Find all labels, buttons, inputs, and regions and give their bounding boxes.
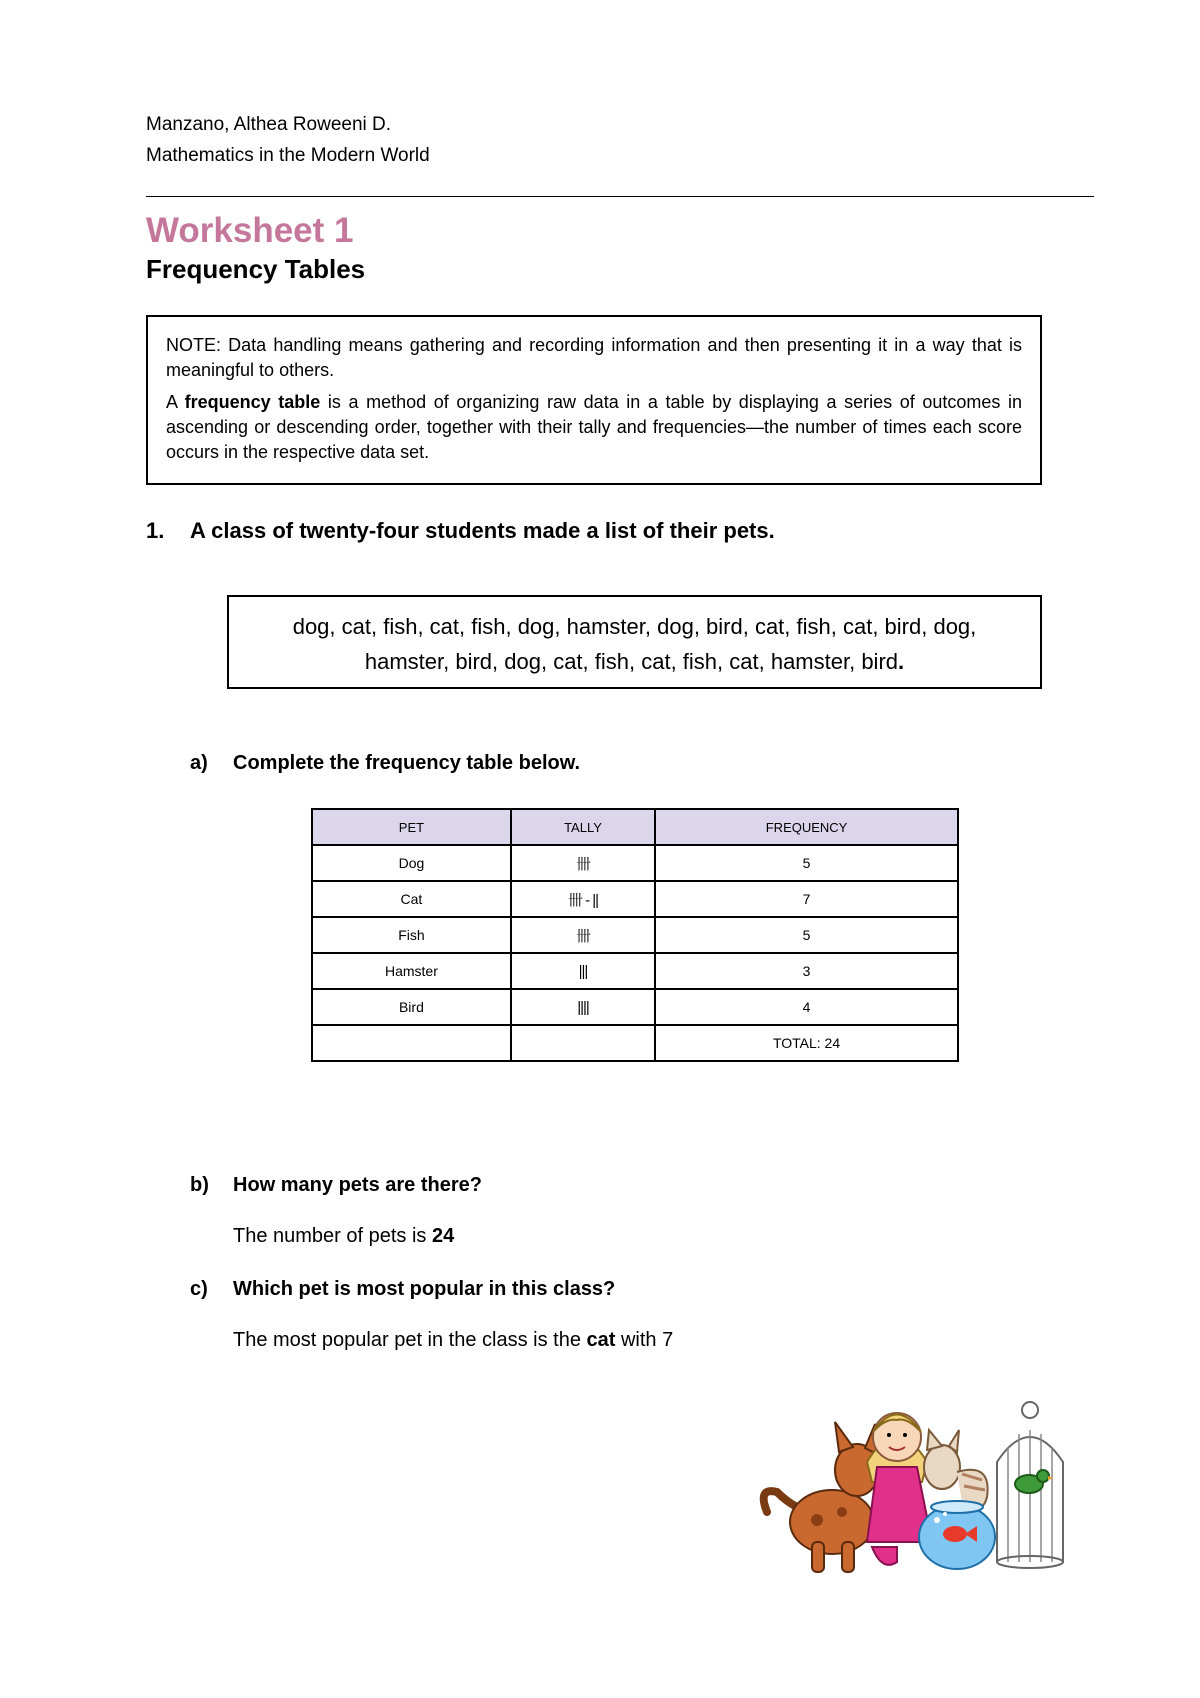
note-box xyxy=(146,315,1042,485)
cell-tally: 卌 xyxy=(511,845,655,881)
cell-pet: Fish xyxy=(312,917,511,953)
header-tally: TALLY xyxy=(511,809,655,845)
cell-pet: Dog xyxy=(312,845,511,881)
note-paragraph-1: NOTE: Data handling means gathering and recording information and then presenting it in a way that is meaningful to others. xyxy=(166,335,1022,380)
answer-text: The number of pets is xyxy=(233,1225,432,1247)
cell-tally: 卌 xyxy=(511,917,655,953)
frequency-table xyxy=(311,808,959,1062)
part-text: How many pets are there? xyxy=(233,1174,482,1196)
cell-tally: ||| xyxy=(511,953,655,989)
table-row xyxy=(312,917,958,953)
cell-frequency: 7 xyxy=(655,881,958,917)
part-c-answer xyxy=(233,1329,673,1352)
note-text: A xyxy=(166,392,185,412)
cell-pet: Hamster xyxy=(312,953,511,989)
pet-list-end: . xyxy=(898,649,905,674)
note-paragraph-2 xyxy=(166,390,1022,465)
worksheet-title: Worksheet 1 xyxy=(146,211,354,250)
question-text: A class of twenty-four students made a list of their pets. xyxy=(190,518,775,543)
author-name: Manzano, Althea Roweeni D. xyxy=(146,114,392,135)
cell-frequency: 3 xyxy=(655,953,958,989)
answer-text: The most popular pet in the class is the xyxy=(233,1329,587,1351)
pet-list-line-2 xyxy=(249,644,1020,679)
answer-value: cat xyxy=(586,1329,616,1351)
cell-frequency: 4 xyxy=(655,989,958,1025)
table-header-row xyxy=(312,809,958,845)
table-row xyxy=(312,953,958,989)
question-number: 1. xyxy=(146,518,165,543)
pets-illustration xyxy=(757,1392,1067,1577)
cell-pet: Cat xyxy=(312,881,511,917)
answer-text: with 7 xyxy=(615,1329,674,1351)
pet-list-text: hamster, bird, dog, cat, fish, cat, fish, cat, hamster, bird xyxy=(364,649,898,674)
pet-list-line-1: dog, cat, fish, cat, fish, dog, hamster, dog, bird, cat, fish, cat, bird, dog, xyxy=(292,614,977,639)
table-total-row xyxy=(312,1025,958,1061)
part-label: b) xyxy=(190,1174,209,1196)
dog-icon xyxy=(764,1422,879,1572)
fishbowl-icon xyxy=(919,1501,995,1569)
header-pet: PET xyxy=(312,809,511,845)
part-a-question xyxy=(190,752,580,775)
header-frequency: FREQUENCY xyxy=(655,809,958,845)
table-row xyxy=(312,989,958,1025)
part-text: Which pet is most popular in this class? xyxy=(233,1278,616,1300)
cell-total: TOTAL: 24 xyxy=(655,1025,958,1061)
pet-list-box xyxy=(227,595,1042,689)
birdcage-icon xyxy=(997,1402,1063,1568)
part-label: c) xyxy=(190,1278,208,1300)
cell-frequency: 5 xyxy=(655,845,958,881)
part-b-answer xyxy=(233,1225,454,1248)
part-text: Complete the frequency table below. xyxy=(233,752,581,774)
divider xyxy=(146,196,1094,197)
worksheet-subtitle: Frequency Tables xyxy=(146,254,366,284)
part-c-question xyxy=(190,1278,615,1301)
cat-icon xyxy=(924,1430,988,1508)
table-row xyxy=(312,881,958,917)
answer-value: 24 xyxy=(431,1225,455,1247)
table-row xyxy=(312,845,958,881)
cell-empty xyxy=(312,1025,511,1061)
cell-tally: 卌 - || xyxy=(511,881,655,917)
note-term: frequency table xyxy=(184,392,321,412)
course-name: Mathematics in the Modern World xyxy=(146,145,430,166)
cell-pet: Bird xyxy=(312,989,511,1025)
cell-tally: |||| xyxy=(511,989,655,1025)
part-label: a) xyxy=(190,752,208,774)
cell-frequency: 5 xyxy=(655,917,958,953)
part-b-question xyxy=(190,1174,482,1197)
cell-empty xyxy=(511,1025,655,1061)
question-1 xyxy=(146,518,775,544)
note-text: is a method of organizing raw data in a table by displaying a series of outcomes in ascending or descending order, together with their tally and frequencies—the number of times each score occurs in the respective data set. xyxy=(166,392,1022,462)
